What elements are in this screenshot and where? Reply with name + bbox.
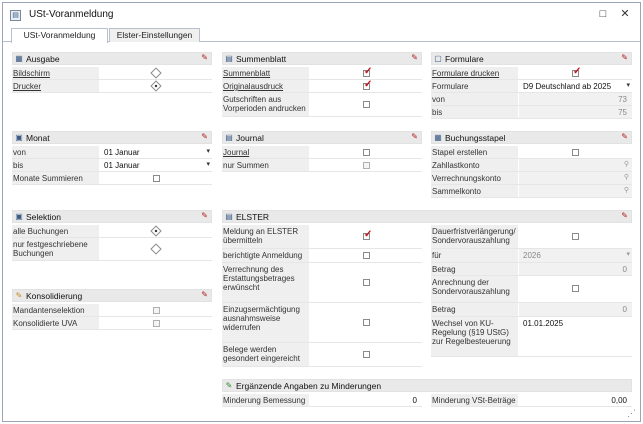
panel-ausgabe	[12, 52, 212, 94]
fuer-label: für	[431, 249, 518, 262]
chevron-down-icon[interactable]: ▾	[206, 161, 210, 168]
panel-title: Summenblatt	[236, 54, 287, 64]
monat-von-select[interactable]	[100, 146, 212, 158]
form-icon: ▢	[434, 54, 442, 63]
monat-bis-label: bis	[12, 159, 99, 171]
maximize-icon[interactable]: □	[599, 8, 607, 20]
consolidation-icon: ✎	[15, 291, 23, 300]
berichtigte-row[interactable]	[222, 249, 422, 263]
elster-icon: ▤	[225, 212, 233, 221]
nur-festgeschriebene-radio[interactable]	[150, 243, 161, 254]
panel-title: Journal	[236, 133, 264, 143]
formulare-drucken-label: Formulare drucken	[431, 67, 518, 79]
belege-label: Belege werden gesondert eingereicht	[222, 343, 309, 366]
calendar-icon: ▣	[15, 133, 23, 142]
search-icon[interactable]: ⚲	[623, 187, 629, 194]
belege-checkbox[interactable]	[363, 351, 370, 358]
chevron-down-icon[interactable]: ▾	[626, 251, 630, 258]
monat-bis-row[interactable]	[12, 159, 212, 172]
betrag2-row[interactable]	[431, 303, 632, 317]
konsolidierte-uva-label: Konsolidierte UVA	[12, 317, 99, 329]
minderung-bemessung-row[interactable]	[222, 394, 422, 407]
pin-icon[interactable]: ✎	[411, 132, 418, 141]
pin-icon[interactable]: ✎	[411, 53, 418, 62]
stapel-erstellen-row[interactable]	[431, 146, 632, 159]
tab-bar	[3, 27, 640, 42]
pin-icon[interactable]: ✎	[201, 132, 208, 141]
monat-bis-select[interactable]	[100, 159, 212, 171]
formular-von-row[interactable]	[431, 93, 632, 106]
summenblatt-label: Summenblatt	[222, 67, 309, 79]
berichtigte-label: berichtigte Anmeldung	[222, 249, 309, 262]
dauerfrist-row[interactable]	[431, 225, 632, 249]
journal-checkbox[interactable]	[363, 149, 370, 156]
berichtigte-checkbox[interactable]	[363, 252, 370, 259]
panel-formulare	[431, 52, 632, 120]
app-icon: ▤	[10, 10, 21, 21]
formular-bis-row[interactable]	[431, 106, 632, 119]
belege-row[interactable]	[222, 343, 422, 367]
originalausdruck-label: Originalausdruck	[222, 80, 309, 92]
meldung-row[interactable]	[222, 225, 422, 249]
bildschirm-label: Bildschirm	[12, 67, 99, 79]
minderung-vst-row[interactable]	[431, 394, 632, 407]
gutschriften-label: Gutschriften aus Vorperioden andrucken	[222, 93, 309, 116]
monat-von-label: von	[12, 146, 99, 158]
panel-ergaenzende	[222, 379, 632, 408]
monate-summieren-label: Monate Summieren	[12, 172, 99, 184]
monat-von-value: 01 Januar	[104, 148, 140, 157]
stapel-erstellen-checkbox[interactable]	[572, 149, 579, 156]
panel-buchungsstapel	[431, 131, 632, 199]
verrechnung-label: Verrechnung des Erstattungsbetrages erwünscht	[222, 263, 309, 302]
summenblatt-checkbox[interactable]	[363, 70, 370, 77]
betrag1-row[interactable]	[431, 263, 632, 276]
panel-summenblatt	[222, 52, 422, 120]
nur-festgeschriebene-label: nur festgeschriebene Buchungen	[12, 238, 99, 260]
formulare-row[interactable]	[431, 80, 632, 93]
nur-summen-label: nur Summen	[222, 159, 309, 171]
drucker-radio[interactable]	[150, 80, 161, 91]
drucker-row[interactable]	[12, 80, 212, 93]
minderung-bemessung-label: Minderung Bemessung	[222, 394, 309, 406]
monat-von-row[interactable]	[12, 146, 212, 159]
window-title: USt-Voranmeldung	[29, 9, 114, 20]
pin-icon[interactable]: ✎	[201, 290, 208, 299]
journal-icon: ▤	[225, 133, 233, 142]
tab-ust-voranmeldung[interactable]: USt-Voranmeldung	[11, 28, 108, 43]
formulare-select[interactable]	[519, 80, 632, 92]
gutschriften-row[interactable]	[222, 93, 422, 117]
summenblatt-row[interactable]	[222, 67, 422, 80]
verrechnung-row[interactable]	[222, 263, 422, 303]
mandantenselektion-row[interactable]	[12, 304, 212, 317]
nur-summen-checkbox[interactable]	[363, 162, 370, 169]
zahllastkonto-row[interactable]	[431, 159, 632, 172]
sammelkonto-row[interactable]	[431, 185, 632, 198]
alle-buchungen-row[interactable]	[12, 225, 212, 238]
search-icon[interactable]: ⚲	[623, 161, 629, 168]
panel-title: Monat	[26, 133, 50, 143]
panel-title: Konsolidierung	[26, 291, 83, 301]
wechsel-label: Wechsel von KU-Regelung (§19 UStG) zur Regelbesteuerung	[431, 317, 518, 356]
wechsel-value: 01.01.2025	[523, 319, 564, 328]
main-window	[2, 2, 641, 422]
chevron-down-icon[interactable]: ▾	[206, 148, 210, 155]
von-value: 73	[618, 95, 627, 104]
panel-elster	[222, 210, 632, 368]
anrechnung-row[interactable]	[431, 276, 632, 303]
einzug-checkbox[interactable]	[363, 319, 370, 326]
bis-value: 75	[618, 108, 627, 117]
monate-summieren-row[interactable]	[12, 172, 212, 185]
formulare-drucken-checkbox[interactable]	[572, 70, 579, 77]
panel-title: Buchungsstapel	[445, 133, 506, 143]
fuer-row[interactable]	[431, 249, 632, 263]
panel-title: Ergänzende Angaben zu Minderungen	[236, 381, 382, 391]
pencil-icon: ✎	[225, 381, 233, 390]
meldung-label: Meldung an ELSTER übermitteln	[222, 225, 309, 248]
bildschirm-row[interactable]	[12, 67, 212, 80]
alle-buchungen-radio[interactable]	[150, 225, 161, 236]
anrechnung-label: Anrechnung der Sondervorauszahlung	[431, 276, 518, 302]
pin-icon[interactable]: ✎	[621, 211, 628, 220]
dauerfrist-label: Dauerfristverlängerung/ Sondervorauszahlung	[431, 225, 518, 248]
wechsel-field[interactable]	[519, 317, 632, 356]
mandantenselektion-checkbox[interactable]	[153, 307, 160, 314]
pin-icon[interactable]: ✎	[621, 132, 628, 141]
drucker-label: Drucker	[12, 80, 99, 92]
nur-summen-row[interactable]	[222, 159, 422, 172]
von-label: von	[431, 93, 518, 105]
einzug-row[interactable]	[222, 303, 422, 343]
panel-title: ELSTER	[236, 212, 270, 222]
pin-icon[interactable]: ✎	[621, 53, 628, 62]
konsolidierte-uva-checkbox[interactable]	[153, 320, 160, 327]
formulare-drucken-row[interactable]	[431, 67, 632, 80]
minderung-bemessung-value[interactable]: 0	[412, 396, 417, 405]
betrag2-value: 0	[622, 305, 627, 314]
journal-label: Journal	[222, 146, 309, 158]
sammelkonto-label: Sammelkonto	[431, 185, 518, 197]
dauerfrist-checkbox[interactable]	[572, 233, 579, 240]
einzug-label: Einzugsermächtigung ausnahmsweise widerrufen	[222, 303, 309, 342]
bis-label: bis	[431, 106, 518, 118]
anrechnung-checkbox[interactable]	[572, 285, 579, 292]
nur-festgeschriebene-row[interactable]	[12, 238, 212, 261]
zahllastkonto-label: Zahllastkonto	[431, 159, 518, 171]
panel-title: Selektion	[26, 212, 61, 222]
minderung-vst-value[interactable]: 0,00	[611, 396, 627, 405]
betrag1-label: Betrag	[431, 263, 518, 275]
gutschriften-checkbox[interactable]	[363, 101, 370, 108]
mandantenselektion-label: Mandantenselektion	[12, 304, 99, 316]
summenblatt-icon: ▤	[225, 54, 233, 63]
verrechnung-checkbox[interactable]	[363, 279, 370, 286]
panel-title: Formulare	[445, 54, 484, 64]
alle-buchungen-label: alle Buchungen	[12, 225, 99, 237]
verrechnungskonto-label: Verrechnungskonto	[431, 172, 518, 184]
betrag1-value: 0	[622, 265, 627, 274]
stapel-erstellen-label: Stapel erstellen	[431, 146, 518, 158]
originalausdruck-row[interactable]	[222, 80, 422, 93]
printer-icon: ▦	[15, 54, 23, 63]
panel-journal	[222, 131, 422, 173]
panel-selektion	[12, 210, 212, 262]
search-icon[interactable]: ⚲	[623, 174, 629, 181]
bildschirm-radio[interactable]	[150, 67, 161, 78]
pin-icon[interactable]: ✎	[201, 211, 208, 220]
fuer-field[interactable]	[519, 249, 632, 262]
resize-grip-icon[interactable]: ⋰	[627, 408, 636, 418]
konsolidierte-uva-row[interactable]	[12, 317, 212, 330]
monat-bis-value: 01 Januar	[104, 161, 140, 170]
verrechnungskonto-row[interactable]	[431, 172, 632, 185]
meldung-checkbox[interactable]	[363, 233, 370, 240]
title-bar	[3, 3, 640, 27]
formulare-value: D9 Deutschland ab 2025	[523, 82, 612, 91]
stack-icon: ▦	[434, 133, 442, 142]
close-icon[interactable]: ✕	[620, 8, 630, 20]
panel-monat	[12, 131, 212, 186]
tab-elster-einstellungen[interactable]: Elster-Einstellungen	[109, 28, 200, 42]
panel-konsolidierung	[12, 289, 212, 330]
minderung-vst-label: Minderung VSt-Beträge	[431, 394, 518, 406]
originalausdruck-checkbox[interactable]	[363, 83, 370, 90]
pin-icon[interactable]: ✎	[201, 53, 208, 62]
formulare-label: Formulare	[431, 80, 518, 92]
monate-summieren-checkbox[interactable]	[153, 175, 160, 182]
fuer-value: 2026	[523, 251, 541, 260]
selection-icon: ▣	[15, 212, 23, 221]
wechsel-row[interactable]	[431, 317, 632, 357]
journal-row[interactable]	[222, 146, 422, 159]
chevron-down-icon[interactable]: ▾	[626, 82, 630, 89]
panel-title: Ausgabe	[26, 54, 60, 64]
betrag2-label: Betrag	[431, 303, 518, 316]
